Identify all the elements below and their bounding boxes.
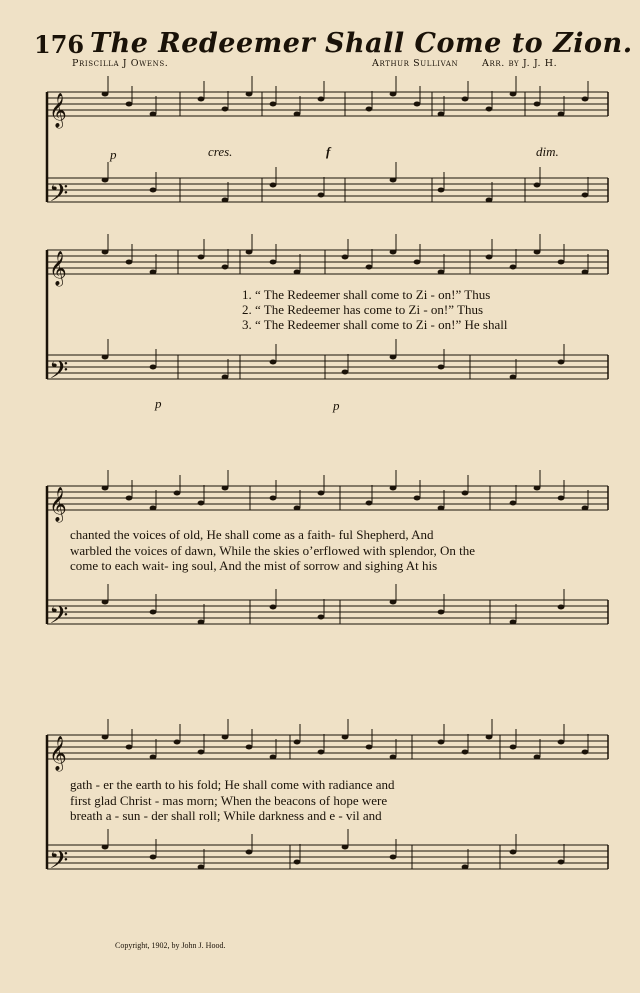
svg-text:𝄢: 𝄢 [49,179,69,214]
copyright-notice: Copyright, 1902, by John J. Hood. [115,941,226,950]
svg-text:𝄢: 𝄢 [49,356,69,391]
arranger-credit: Arr. by J. J. H. [482,58,558,69]
lyric-s2-v1: 1. “ The Redeemer shall come to Zi - on!” Thus [242,287,491,302]
lyric-s4-v1: gath - er the earth to his fold; He shall come with radiance and [70,777,395,792]
hymn-number: 176 [34,30,85,59]
composer-credit: Arthur Sullivan [372,58,459,69]
lyricist-credit: Priscilla J Owens. [72,58,169,69]
lyric-s3-v1: chanted the voices of old, He shall come as a faith- ful Shepherd, And [70,527,434,542]
svg-text:𝄢: 𝄢 [49,601,69,636]
lyric-s3-v2: warbled the voices of dawn, While the skies o’erflowed with splendor, On the [70,543,476,558]
lyric-s4-v2: first glad Christ - mas morn; When the beacons of hope were [70,793,388,808]
lyric-s3-v3: come to each wait- ing soul, And the mist of sorrow and sighing At his [70,558,438,573]
dynamic-piano-3: p [333,398,340,413]
lyric-s2-v2: 2. “ The Redeemer has come to Zi - on!” Thus [242,302,484,317]
lyric-s4-v3: breath a - sun - der shall roll; While darkness and e - vil and [70,808,382,823]
svg-text:𝄞: 𝄞 [49,93,67,128]
dynamic-piano-2: p [155,396,162,411]
hymn-title: The Redeemer Shall Come to Zion. [90,28,633,59]
dynamic-piano-1: p [110,147,117,162]
svg-text:𝄞: 𝄞 [49,736,67,771]
svg-text:𝄞: 𝄞 [49,251,67,286]
dynamic-crescendo: cres. [208,144,233,159]
lyric-s2-v3: 3. “ The Redeemer shall come to Zi - on!” He shall [242,317,508,332]
svg-text:𝄢: 𝄢 [49,846,69,881]
dynamic-forte: f [326,144,331,159]
svg-text:𝄞: 𝄞 [49,487,67,522]
dynamic-diminuendo: dim. [536,144,559,159]
